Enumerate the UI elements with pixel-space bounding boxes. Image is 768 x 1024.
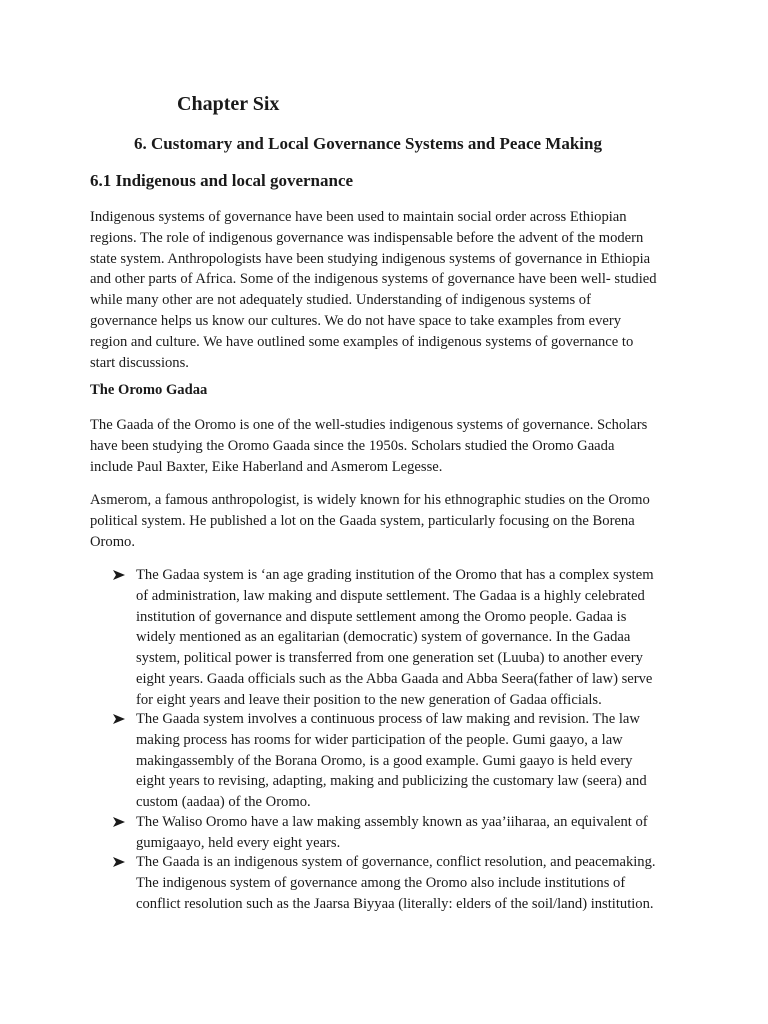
bullet-line: eight years. Gaada officials such as the Abba Gaada and Abba Seera(father of law) serve — [136, 670, 653, 687]
bullet-line: system, political power is transferred from one generation set (Luuba) to another every — [136, 650, 643, 667]
paragraph-line: have been studying the Oromo Gaada since the 1950s. Scholars studied the Oromo Gaada — [90, 437, 615, 454]
paragraph-line: and other parts of Africa. Some of the indigenous systems of governance have been well- studied — [90, 271, 657, 288]
paragraph-line: governance helps us know our cultures. We do not have space to take examples from every — [90, 312, 622, 329]
bullet-line: institution of governance and dispute settlement among the Oromo people. Gadaa is — [136, 608, 627, 625]
section-title: 6. Customary and Local Governance Systems and Peace Making — [134, 134, 602, 153]
paragraph-line: The Gaada of the Oromo is one of the well-studies indigenous systems of governance. Scholars — [90, 417, 648, 433]
bullet-line: eight years to revising, adapting, making and publicizing the customary law (seera) and — [136, 773, 647, 790]
bullet-line: The Gaada is an indigenous system of governance, conflict resolution, and peacemaking. — [136, 854, 656, 870]
gaada-paragraph — [90, 415, 690, 477]
bullet-text — [136, 709, 647, 813]
paragraph-line: while many other are not adequately studied. Understanding of indigenous systems of — [90, 292, 591, 309]
bullet-text — [136, 812, 648, 854]
paragraph-line: Asmerom, a famous anthropologist, is widely known for his ethnographic studies on the Oromo — [90, 492, 650, 508]
arrowhead-bullet-icon — [112, 568, 126, 582]
bullet-line: The Gaada system involves a continuous process of law making and revision. The law — [136, 711, 640, 727]
paragraph-line: Indigenous systems of governance have been used to maintain social order across Ethiopian — [90, 209, 627, 225]
bullet-line: The indigenous system of governance among the Oromo also include institutions of — [136, 874, 626, 891]
bullet-text — [136, 852, 656, 914]
paragraph-line: political system. He published a lot on the Gaada system, particularly focusing on the Borena — [90, 512, 635, 529]
bullet-line: The Gadaa system is ‘an age grading institution of the Oromo that has a complex system — [136, 567, 654, 583]
bullet-line: making process has rooms for wider participation of the people. Gumi gaayo, a law — [136, 731, 623, 748]
paragraph-line: Oromo. — [90, 533, 135, 550]
subheading-oromo-gadaa: The Oromo Gadaa — [90, 382, 208, 398]
bullet-line: gumigaayo, held every eight years. — [136, 834, 341, 851]
paragraph-line: region and culture. We have outlined some examples of indigenous systems of governance to — [90, 333, 634, 350]
bullet-line: conflict resolution such as the Jaarsa Biyyaa (literally: elders of the soil/land) institution. — [136, 895, 654, 912]
bullet-line: of administration, law making and dispute settlement. The Gadaa is a highly celebrated — [136, 587, 645, 604]
paragraph-line: include Paul Baxter, Eike Haberland and Asmerom Legesse. — [90, 458, 443, 475]
asmerom-paragraph — [90, 490, 690, 552]
paragraph-line: start discussions. — [90, 354, 189, 371]
bullet-line: makingassembly of the Borana Oromo, is a good example. Gumi gaayo is held every — [136, 752, 633, 769]
bullet-line: for eight years and leave their position to the new generation of Gadaa officials. — [136, 691, 602, 708]
bullet-line: widely mentioned as an egalitarian (democratic) system of governance. In the Gadaa — [136, 629, 631, 646]
arrowhead-bullet-icon — [112, 855, 126, 869]
bullet-line: custom (aadaa) of the Oromo. — [136, 794, 311, 811]
paragraph-line: state system. Anthropologists have been studying indigenous systems of governance in Ethiopia — [90, 250, 651, 267]
chapter-title: Chapter Six — [177, 93, 280, 115]
bullet-line: The Waliso Oromo have a law making assembly known as yaa’iiharaa, an equivalent of — [136, 814, 648, 830]
subsection-title: 6.1 Indigenous and local governance — [90, 171, 354, 190]
arrowhead-bullet-icon — [112, 815, 126, 829]
arrowhead-bullet-icon — [112, 712, 126, 726]
bullet-text — [136, 565, 654, 711]
intro-paragraph — [90, 207, 690, 373]
paragraph-line: regions. The role of indigenous governance was indispensable before the advent of the modern — [90, 229, 644, 246]
